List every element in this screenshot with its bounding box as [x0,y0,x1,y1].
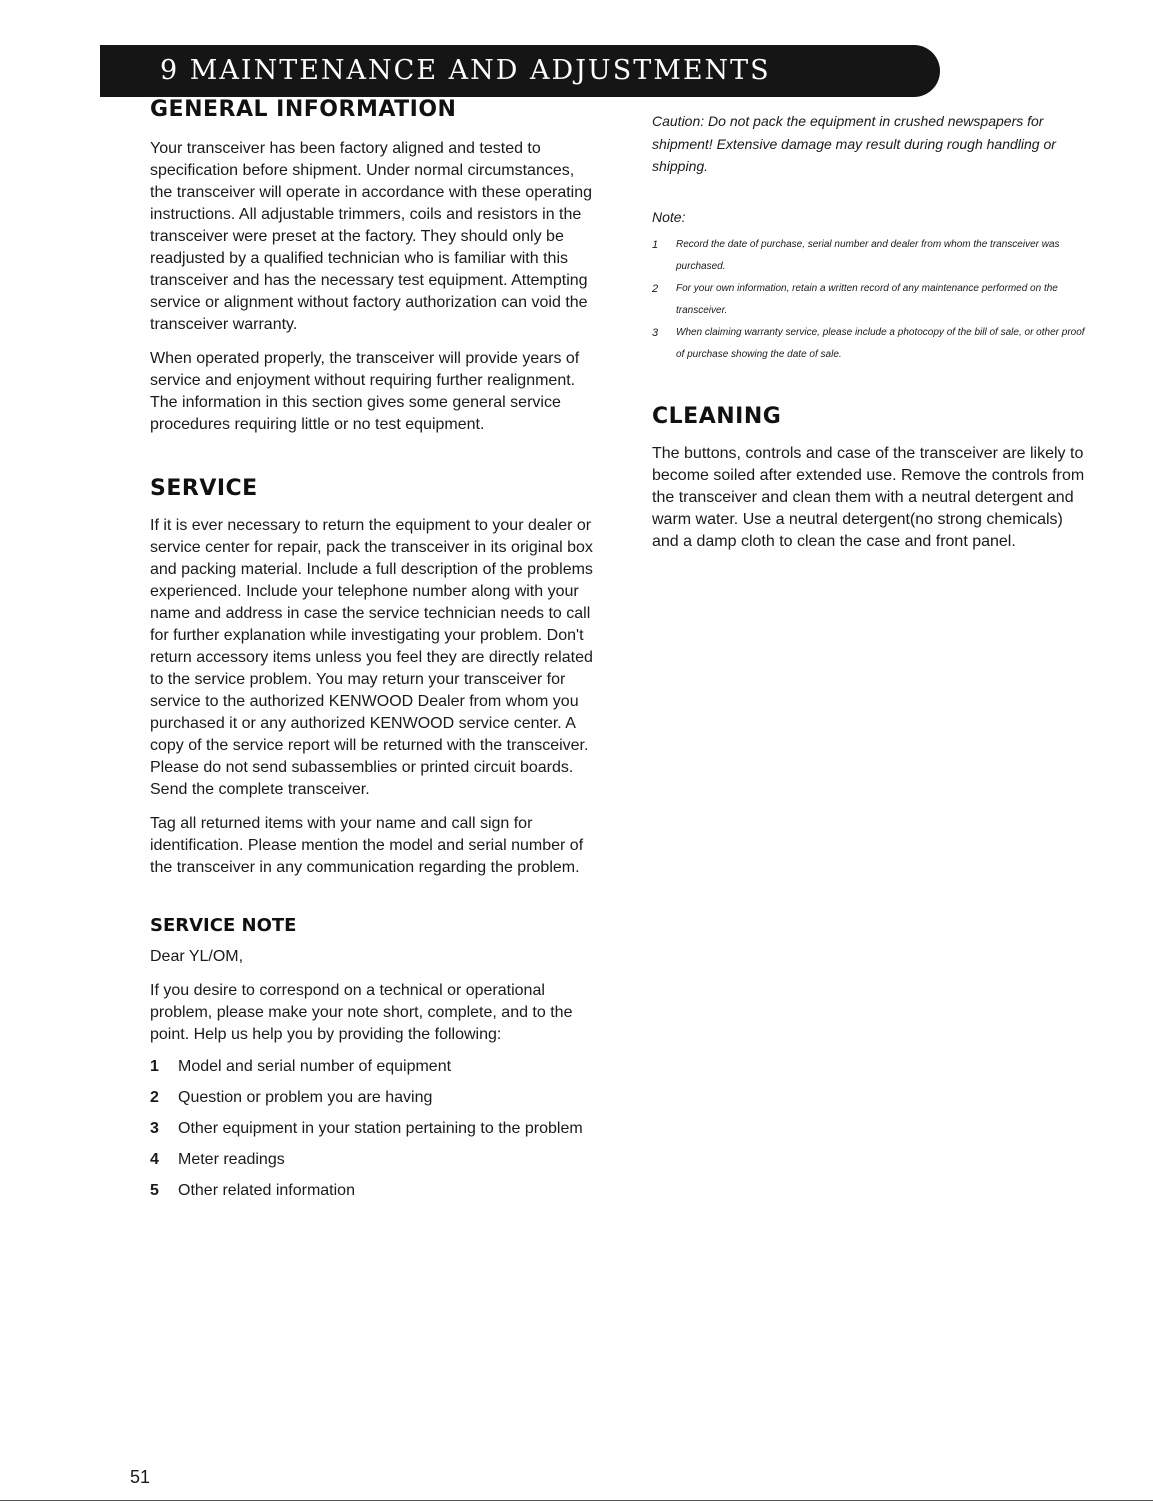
cleaning-heading: CLEANING [652,403,782,429]
left-column [150,97,595,1211]
service-paragraph-1: If it is ever necessary to return the equipment to your dealer or service center for repair, pack the transceiver in its original box and packing material. Include a full description of the problems experienced. Include your telephone number along with your name and address in case the service technician needs to call for further explanation while investigating your problem. Don't return accessory items unless you feel they are directly related to the service problem. You may return your transceiver for service to the authorized KENWOOD Dealer from whom you purchased it or any authorized KENWOOD service center. A copy of the service report will be returned with the transceiver. Please do not send subassemblies or printed circuit boards. Send the complete transceiver. [150,517,593,798]
note-label: Note: [652,208,686,225]
service-note-salutation: Dear YL/OM, [150,948,244,965]
list-item-number: 4 [150,1151,159,1168]
general-information-paragraph-1: Your transceiver has been factory aligned and tested to specification before shipment. Under normal circumstances, the transceiver will operate in accordance with these operating instructions. All adjustable trimmers, coils and resistors in the transceiver were preset at the factory. They should only be readjusted by a qualified technician who is familiar with this transceiver and has the necessary test equipment. Attempting service or alignment without factory authorization can void the transceiver warranty. [150,140,593,333]
list-item [150,1149,595,1171]
footer-divider [0,1500,1153,1501]
cleaning-paragraph: The buttons, controls and case of the transceiver are likely to become soiled after extended use. Remove the controls from the transceiver and clean them with a neutral detergent and warm water. Use a neutral detergent(no strong chemicals) and a damp cloth to clean the case and front panel. [652,444,1085,550]
service-paragraph-2: Tag all returned items with your name and call sign for identification. Please mention the model and serial number of the transceiver in any communication regarding the problem. [150,815,584,876]
note-item [652,278,1092,322]
list-item-number: 3 [150,1120,159,1137]
right-column [652,110,1092,553]
list-item-number: 2 [150,1089,159,1106]
list-item [150,1180,595,1202]
service-note-intro: If you desire to correspond on a technical or operational problem, please make your note short, complete, and to the point. Help us help you by providing the following: [150,982,573,1043]
list-item [150,1118,595,1140]
note-item-text: Record the date of purchase, serial number and dealer from whom the transceiver was purchased. [676,238,1060,272]
note-item [652,234,1092,278]
note-item-number: 2 [652,282,659,295]
list-item-text: Meter readings [178,1151,285,1168]
note-list [652,234,1092,366]
list-item-text: Other related information [178,1182,355,1199]
service-heading: SERVICE [150,476,258,501]
note-item [652,322,1092,366]
list-item-text: Model and serial number of equipment [178,1058,452,1075]
general-information-heading: GENERAL INFORMATION [150,97,457,122]
page-number: 51 [130,1467,151,1487]
caution-text: Caution: Do not pack the equipment in crushed newspapers for shipment! Extensive damage may result during rough handling or shipping. [652,113,1056,174]
note-item-text: For your own information, retain a written record of any maintenance performed on the transceiver. [676,282,1058,316]
general-information-paragraph-2: When operated properly, the transceiver will provide years of service and enjoyment without requiring further realignment. The information in this section gives some general service procedures requiring little or no test equipment. [150,350,580,433]
list-item-text: Question or problem you are having [178,1089,433,1106]
service-note-heading: SERVICE NOTE [150,915,297,936]
list-item-number: 1 [150,1058,159,1075]
note-item-number: 3 [652,326,659,339]
section-title: 9 MAINTENANCE AND ADJUSTMENTS [160,55,771,86]
note-item-text: When claiming warranty service, please include a photocopy of the bill of sale, or other proof of purchase showing the date of sale. [676,326,1085,360]
note-item-number: 1 [652,238,659,251]
list-item [150,1087,595,1109]
service-note-list [150,1056,595,1202]
list-item-text: Other equipment in your station pertaining to the problem [178,1120,583,1137]
list-item-number: 5 [150,1182,159,1199]
section-banner [100,45,940,97]
list-item [150,1056,595,1078]
